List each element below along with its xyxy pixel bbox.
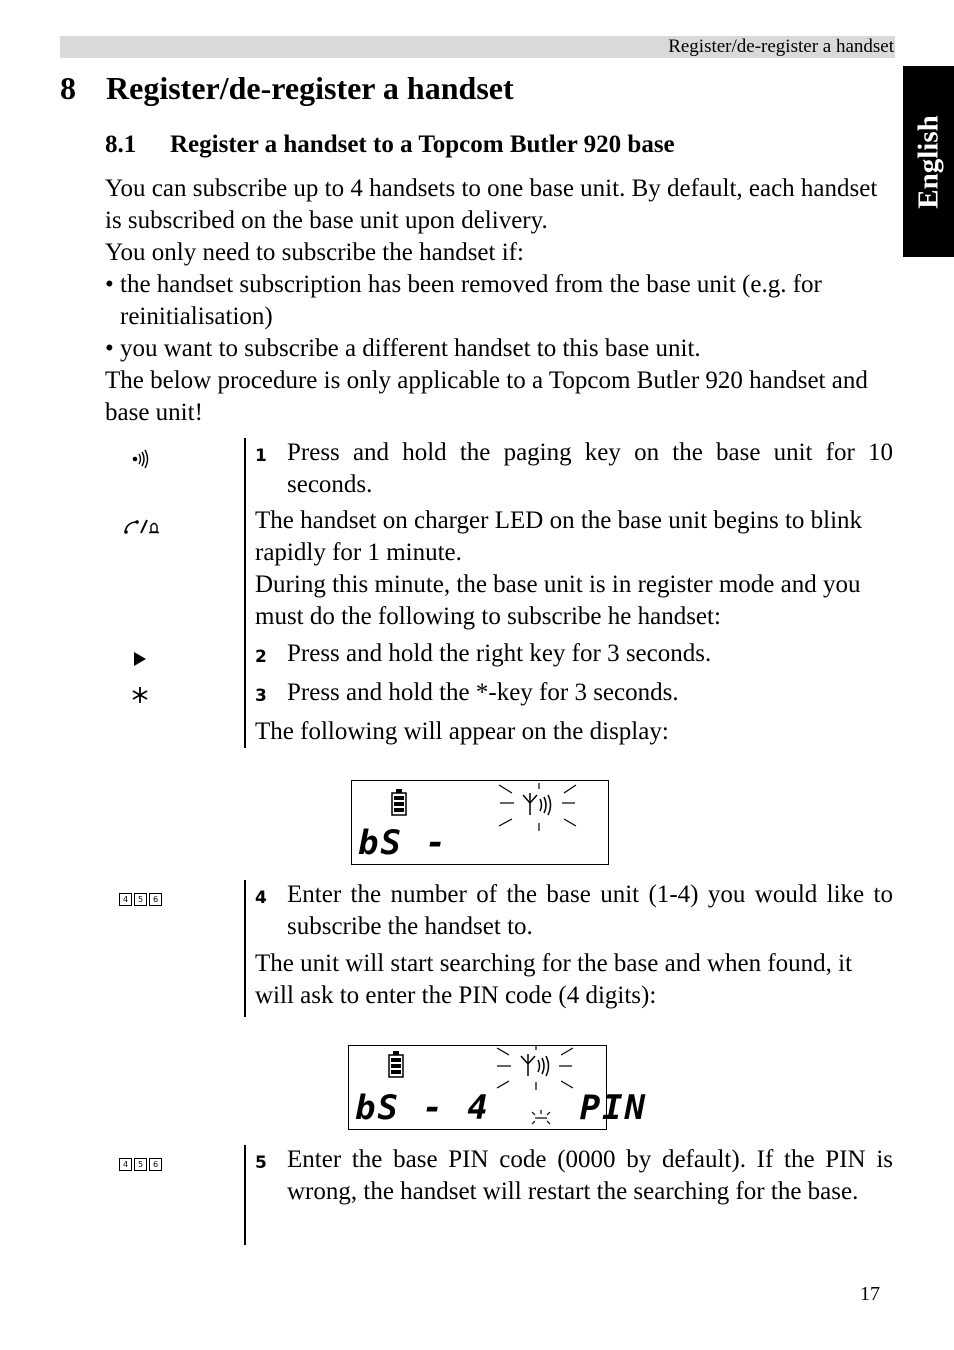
step-3: [255, 677, 893, 712]
subsection-heading: [105, 131, 675, 159]
paging-key-icon: [115, 446, 155, 475]
section-title: Register/de-register a handset: [106, 70, 514, 106]
step-5: [255, 1144, 893, 1208]
antenna-icon: [523, 793, 551, 815]
step-1: [255, 437, 893, 501]
step-divider: [244, 1145, 246, 1245]
step-note: The handset on charger LED on the base unit begins to blink rapidly for 1 minute.: [255, 507, 863, 566]
intro-paragraph: The below procedure is only applicable to a Topcom Butler 920 handset and base unit!: [105, 367, 868, 426]
language-tab: [903, 66, 954, 257]
section-number: 8: [60, 70, 76, 106]
key-4: 4: [119, 893, 132, 906]
step-2: [255, 638, 893, 673]
step-number: 3: [255, 686, 267, 706]
step-divider: [244, 880, 246, 1017]
intro-bullet: • you want to subscribe a different handset to this base unit.: [105, 335, 701, 362]
intro-paragraph: You only need to subscribe the handset if:: [105, 239, 524, 266]
step-text: Press and hold the paging key on the base unit for 10 seconds.: [287, 439, 893, 498]
section-heading: [60, 70, 514, 107]
star-key-icon: [115, 682, 155, 711]
step-4: [255, 879, 893, 943]
battery-icon: [389, 1051, 403, 1077]
subsection-number: 8.1: [105, 131, 137, 158]
intro-paragraph: You can subscribe up to 4 handsets to one base unit. By default, each handset is subscribed on the base unit upon delivery.: [105, 175, 878, 234]
lcd-readout: bS - 4 PIN: [355, 1088, 648, 1128]
running-header-title: Register/de-register a handset: [668, 36, 894, 57]
antenna-icon: [521, 1054, 549, 1076]
subsection-title: Register a handset to a Topcom Butler 920 base: [170, 131, 675, 158]
right-arrow-icon: [115, 648, 155, 675]
lcd-display-1: [351, 780, 609, 865]
lcd-display-2: [348, 1045, 648, 1130]
step-number: 2: [255, 647, 267, 667]
steps-block-1: [255, 437, 893, 748]
step-number: 1: [255, 446, 267, 466]
lcd-readout: bS -: [358, 823, 448, 863]
step-divider: [244, 438, 246, 748]
key-5: 5: [134, 893, 147, 906]
step-note: The unit will start searching for the base and when found, it will ask to enter the PIN code (4 digits):: [255, 950, 853, 1009]
language-tab-label: English: [912, 114, 944, 209]
step-note: During this minute, the base unit is in register mode and you must do the following to subscribe he handset:: [255, 571, 861, 630]
step-text: Enter the number of the base unit (1-4) you would like to subscribe the handset to.: [287, 881, 893, 940]
step-note: The following will appear on the display:: [255, 718, 669, 745]
step-text: Enter the base PIN code (0000 by default). If the PIN is wrong, the handset will restart the searching for the base.: [287, 1146, 893, 1205]
step-text: Press and hold the right key for 3 seconds.: [287, 640, 712, 667]
step-number: 5: [255, 1153, 267, 1173]
keypad-456-icon: [119, 893, 162, 906]
step-text: Press and hold the *-key for 3 seconds.: [287, 679, 679, 706]
handset-charger-icon: [115, 514, 163, 543]
key-6: 6: [149, 1158, 162, 1171]
blink-rays: [497, 1046, 573, 1090]
blink-rays: [499, 783, 576, 831]
key-6: 6: [149, 893, 162, 906]
battery-icon: [392, 789, 406, 815]
steps-block-3: [255, 1144, 893, 1208]
step-number: 4: [255, 888, 267, 908]
page-number: 17: [860, 1283, 880, 1305]
key-5: 5: [134, 1158, 147, 1171]
intro-bullet: • the handset subscription has been removed from the base unit (e.g. for reinitialisation): [105, 271, 822, 330]
steps-block-2: [255, 879, 893, 1012]
intro-text: [105, 173, 897, 429]
keypad-456-icon: [119, 1158, 162, 1171]
key-4: 4: [119, 1158, 132, 1171]
